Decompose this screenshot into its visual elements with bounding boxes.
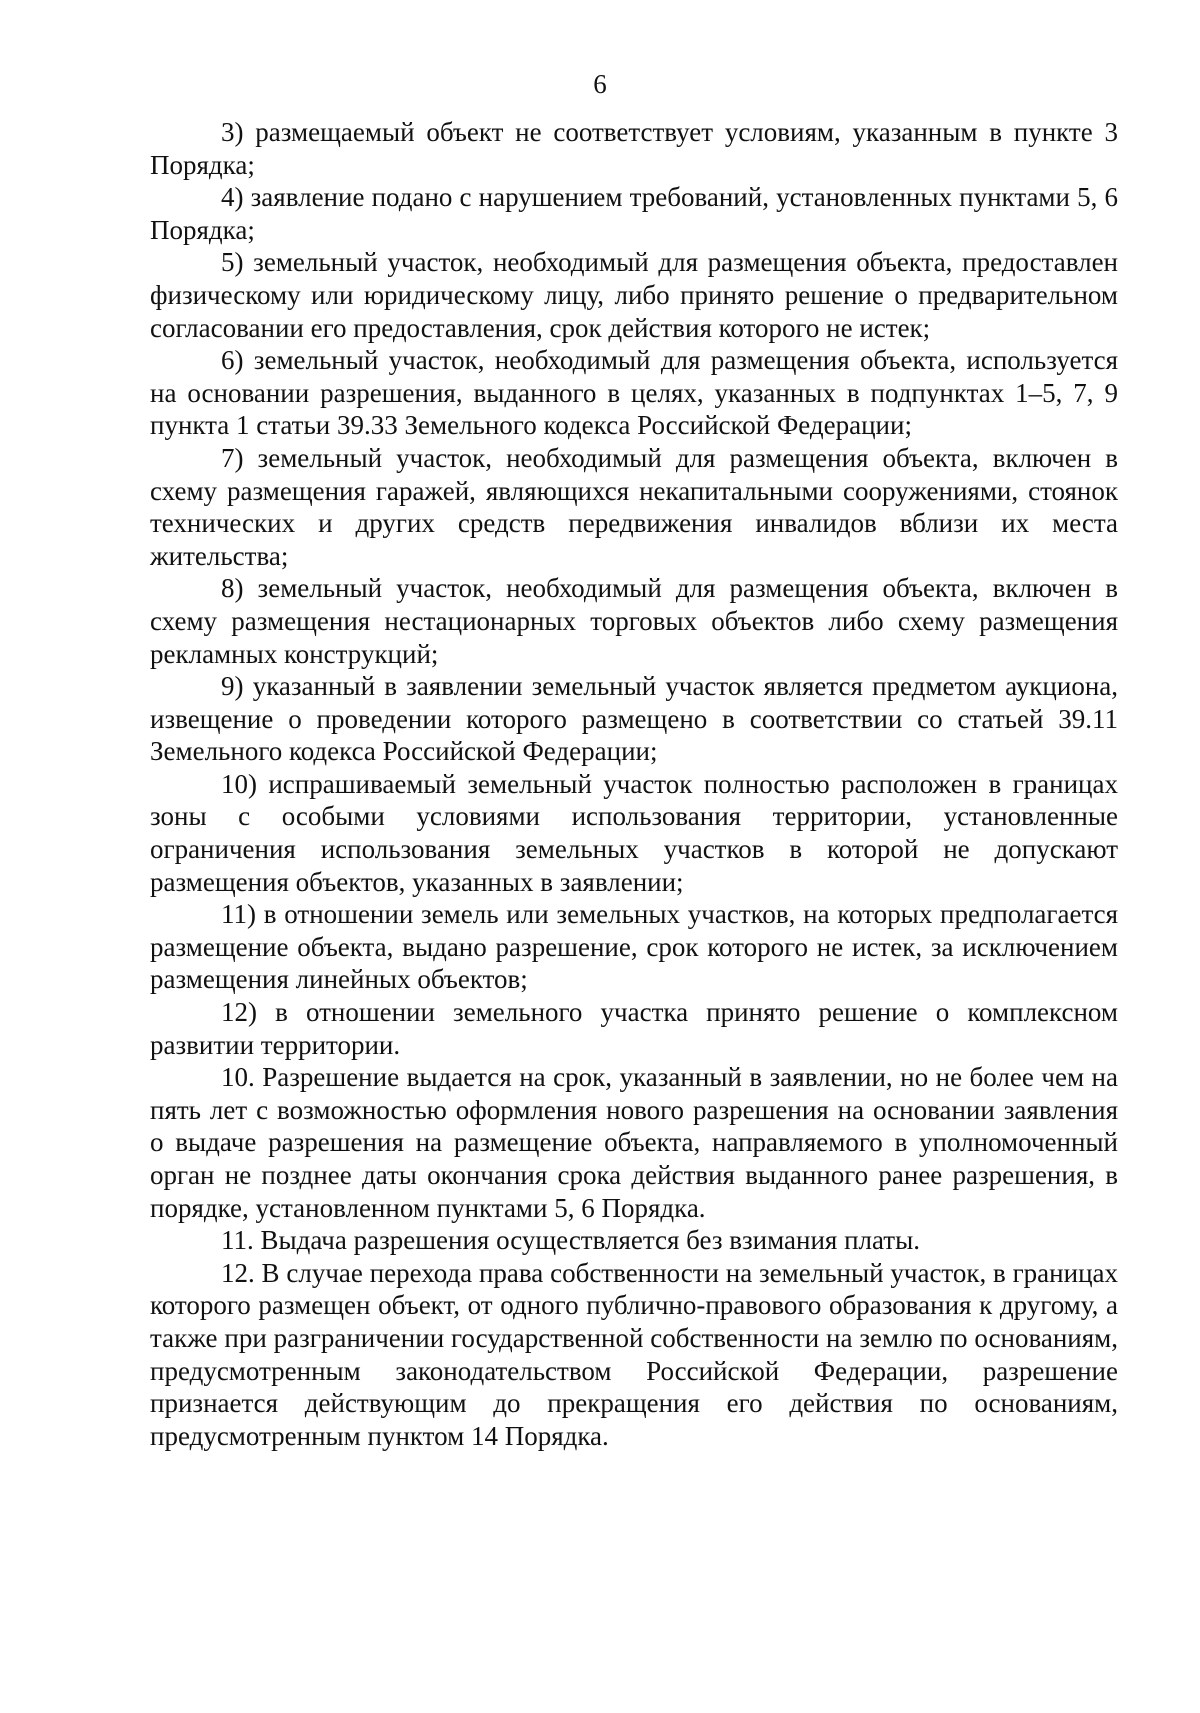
- paragraph-item-12: 12) в отношении земельного участка принято решение о комплексном развитии территории.: [150, 997, 1118, 1060]
- paragraph-item-9: 9) указанный в заявлении земельный участок является предметом аукциона, извещение о проведении которого размещено в соответствии со статьей 39.11 Земельного кодекса Российской Федерации;: [150, 671, 1118, 767]
- paragraph-item-7: 7) земельный участок, необходимый для размещения объекта, включен в схему размещения гаражей, являющихся некапитальными сооружениями, стоянок технических и других средств передвижения инвалидов вблизи их места жительства;: [150, 442, 1118, 571]
- paragraph-item-5: 5) земельный участок, необходимый для размещения объекта, предоставлен физическому или юридическому лицу, либо принято решение о предварительном согласовании его предоставления, срок действия которого не истек;: [150, 247, 1118, 343]
- paragraph-item-6: 6) земельный участок, необходимый для размещения объекта, используется на основании разрешения, выданного в целях, указанных в подпунктах 1–5, 7, 9 пункта 1 статьи 39.33 Земельного кодекса Российской Федерации;: [150, 345, 1118, 441]
- paragraph-item-4: 4) заявление подано с нарушением требований, установленных пунктами 5, 6 Порядка;: [150, 182, 1118, 245]
- document-body: [150, 116, 1118, 1452]
- paragraph-item-3: 3) размещаемый объект не соответствует условиям, указанным в пункте 3 Порядка;: [150, 117, 1118, 180]
- paragraph-item-11: 11) в отношении земель или земельных участков, на которых предполагается размещение объекта, выдано разрешение, срок которого не истек, за исключением размещения линейных объектов;: [150, 899, 1118, 995]
- clause-12-ownership-transfer: 12. В случае перехода права собственности на земельный участок, в границах которого размещен объект, от одного публично-правового образования к другому, а также при разграничении государственной собственности на землю по основаниям, предусмотренным законодательством Российской Федерации, разрешение признается действующим до прекращения его действия по основаниям, предусмотренным пунктом 14 Порядка.: [150, 1257, 1118, 1451]
- page-number: 6: [593, 69, 607, 99]
- paragraph-item-8: 8) земельный участок, необходимый для размещения объекта, включен в схему размещения нестационарных торговых объектов либо схему размещения рекламных конструкций;: [150, 573, 1118, 669]
- clause-11-no-fee: 11. Выдача разрешения осуществляется без взимания платы.: [221, 1225, 920, 1256]
- paragraph-item-10: 10) испрашиваемый земельный участок полностью расположен в границах зоны с особыми условиями использования территории, установленные ограничения использования земельных участков в которой не допускают размещения объектов, указанных в заявлении;: [150, 768, 1118, 897]
- clause-10-permit-term: 10. Разрешение выдается на срок, указанный в заявлении, но не более чем на пять лет с возможностью оформления нового разрешения на основании заявления о выдаче разрешения на размещение объекта, направляемого в уполномоченный орган не позднее даты окончания срока действия выданного ранее разрешения, в порядке, установленном пунктами 5, 6 Порядка.: [150, 1062, 1118, 1223]
